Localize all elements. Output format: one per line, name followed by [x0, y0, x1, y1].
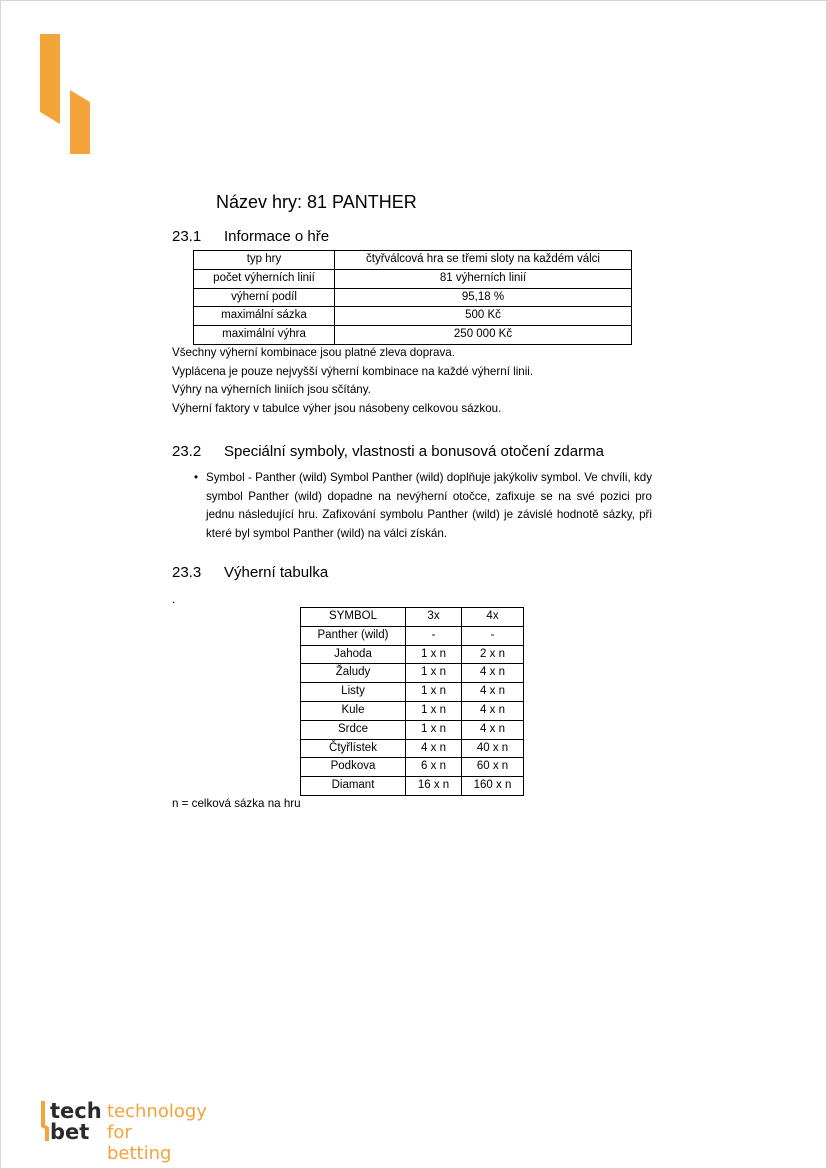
note-line: Vyplácena je pouze nejvyšší výherní kombinace na každé výherní linii. [172, 364, 534, 378]
bullet-text: Symbol - Panther (wild) Symbol Panther (wild) doplňuje jakýkoliv symbol. Ve chvíli, kdy symbol Panther (wild) dopadne na nevýherní otočce, zafixuje se na své pozici pro jednu následující hru. Zafixování symbolu Panther (wild) je závislé hodnotě sázky, při které byl symbol Panther (wild) na válci získán. [206, 471, 652, 540]
info-label-cell: maximální sázka [194, 307, 335, 326]
info-row [194, 269, 632, 288]
payout-footnote: n = celková sázka na hru [172, 797, 301, 810]
payout-row [301, 758, 524, 777]
section-title: Informace o hře [224, 228, 330, 245]
wild-symbol-bullet [194, 469, 652, 543]
header-cell: 3x [406, 608, 462, 627]
stray-dot: . [172, 593, 176, 606]
tagline-technology: technology [107, 1101, 207, 1122]
payout-row [301, 683, 524, 702]
payout-row [301, 777, 524, 796]
header-cell: SYMBOL [301, 608, 406, 627]
multiplier-cell: 1 x n [406, 664, 462, 683]
multiplier-cell: 6 x n [406, 758, 462, 777]
payout-row [301, 739, 524, 758]
payout-table [300, 607, 524, 796]
symbol-cell: Čtyřlístek [301, 739, 406, 758]
section-heading-paytable [172, 564, 328, 581]
note-line: Výhry na výherních liniích jsou sčítány. [172, 383, 371, 397]
multiplier-cell: 4 x n [462, 720, 524, 739]
multiplier-cell: - [406, 626, 462, 645]
info-row [194, 326, 632, 345]
multiplier-cell: 1 x n [406, 701, 462, 720]
info-value-cell: 95,18 % [335, 288, 632, 307]
payout-header-row [301, 608, 524, 627]
note-line: Všechny výherní kombinace jsou platné zleva doprava. [172, 346, 455, 359]
header-cell: 4x [462, 608, 524, 627]
multiplier-cell: 1 x n [406, 683, 462, 702]
symbol-cell: Podkova [301, 758, 406, 777]
info-row [194, 251, 632, 270]
section-number: 23.1 [172, 228, 202, 245]
symbol-cell: Kule [301, 701, 406, 720]
info-value-cell: 250 000 Kč [335, 326, 632, 345]
info-label-cell: výherní podíl [194, 288, 335, 307]
section1-notes [172, 344, 533, 418]
multiplier-cell: 40 x n [462, 739, 524, 758]
multiplier-cell: - [462, 626, 524, 645]
section-title: Výherní tabulka [224, 564, 329, 581]
info-value-cell: 81 výherních linií [335, 269, 632, 288]
info-label-cell: maximální výhra [194, 326, 335, 345]
payout-row [301, 626, 524, 645]
multiplier-cell: 16 x n [406, 777, 462, 796]
multiplier-cell: 2 x n [462, 645, 524, 664]
section-number: 23.2 [172, 443, 202, 460]
multiplier-cell: 4 x n [462, 701, 524, 720]
info-row [194, 307, 632, 326]
symbol-cell: Srdce [301, 720, 406, 739]
info-value-cell: čtyřválcová hra se třemi sloty na každém válci [335, 251, 632, 270]
footer-logo-mark [40, 1101, 50, 1141]
multiplier-cell: 160 x n [462, 777, 524, 796]
payout-row [301, 701, 524, 720]
brand-tech: tech [50, 1099, 102, 1123]
payout-row [301, 720, 524, 739]
multiplier-cell: 4 x n [462, 683, 524, 702]
brand-logo-mark [40, 34, 92, 156]
section-title: Speciální symboly, vlastnosti a bonusová otočení zdarma [224, 443, 604, 460]
note-line: Výherní faktory v tabulce výher jsou násobeny celkovou sázkou. [172, 401, 502, 415]
symbol-cell: Diamant [301, 777, 406, 796]
multiplier-cell: 1 x n [406, 645, 462, 664]
section-number: 23.3 [172, 564, 202, 581]
symbol-cell: Žaludy [301, 664, 406, 683]
symbol-cell: Jahoda [301, 645, 406, 664]
section-heading-special [172, 443, 604, 460]
tagline-for-betting: for betting [107, 1122, 172, 1164]
payout-row [301, 664, 524, 683]
info-value-cell: 500 Kč [335, 307, 632, 326]
multiplier-cell: 4 x n [462, 664, 524, 683]
section-heading-info [172, 228, 329, 245]
multiplier-cell: 60 x n [462, 758, 524, 777]
symbol-cell: Listy [301, 683, 406, 702]
info-label-cell: typ hry [194, 251, 335, 270]
page-title: Název hry: 81 PANTHER [216, 192, 417, 212]
brand-bet: bet [50, 1120, 90, 1144]
info-label-cell: počet výherních linií [194, 269, 335, 288]
symbol-cell: Panther (wild) [301, 626, 406, 645]
multiplier-cell: 4 x n [406, 739, 462, 758]
info-row [194, 288, 632, 307]
game-info-table [193, 250, 632, 345]
multiplier-cell: 1 x n [406, 720, 462, 739]
bullet-dot: • [194, 471, 199, 484]
payout-row [301, 645, 524, 664]
